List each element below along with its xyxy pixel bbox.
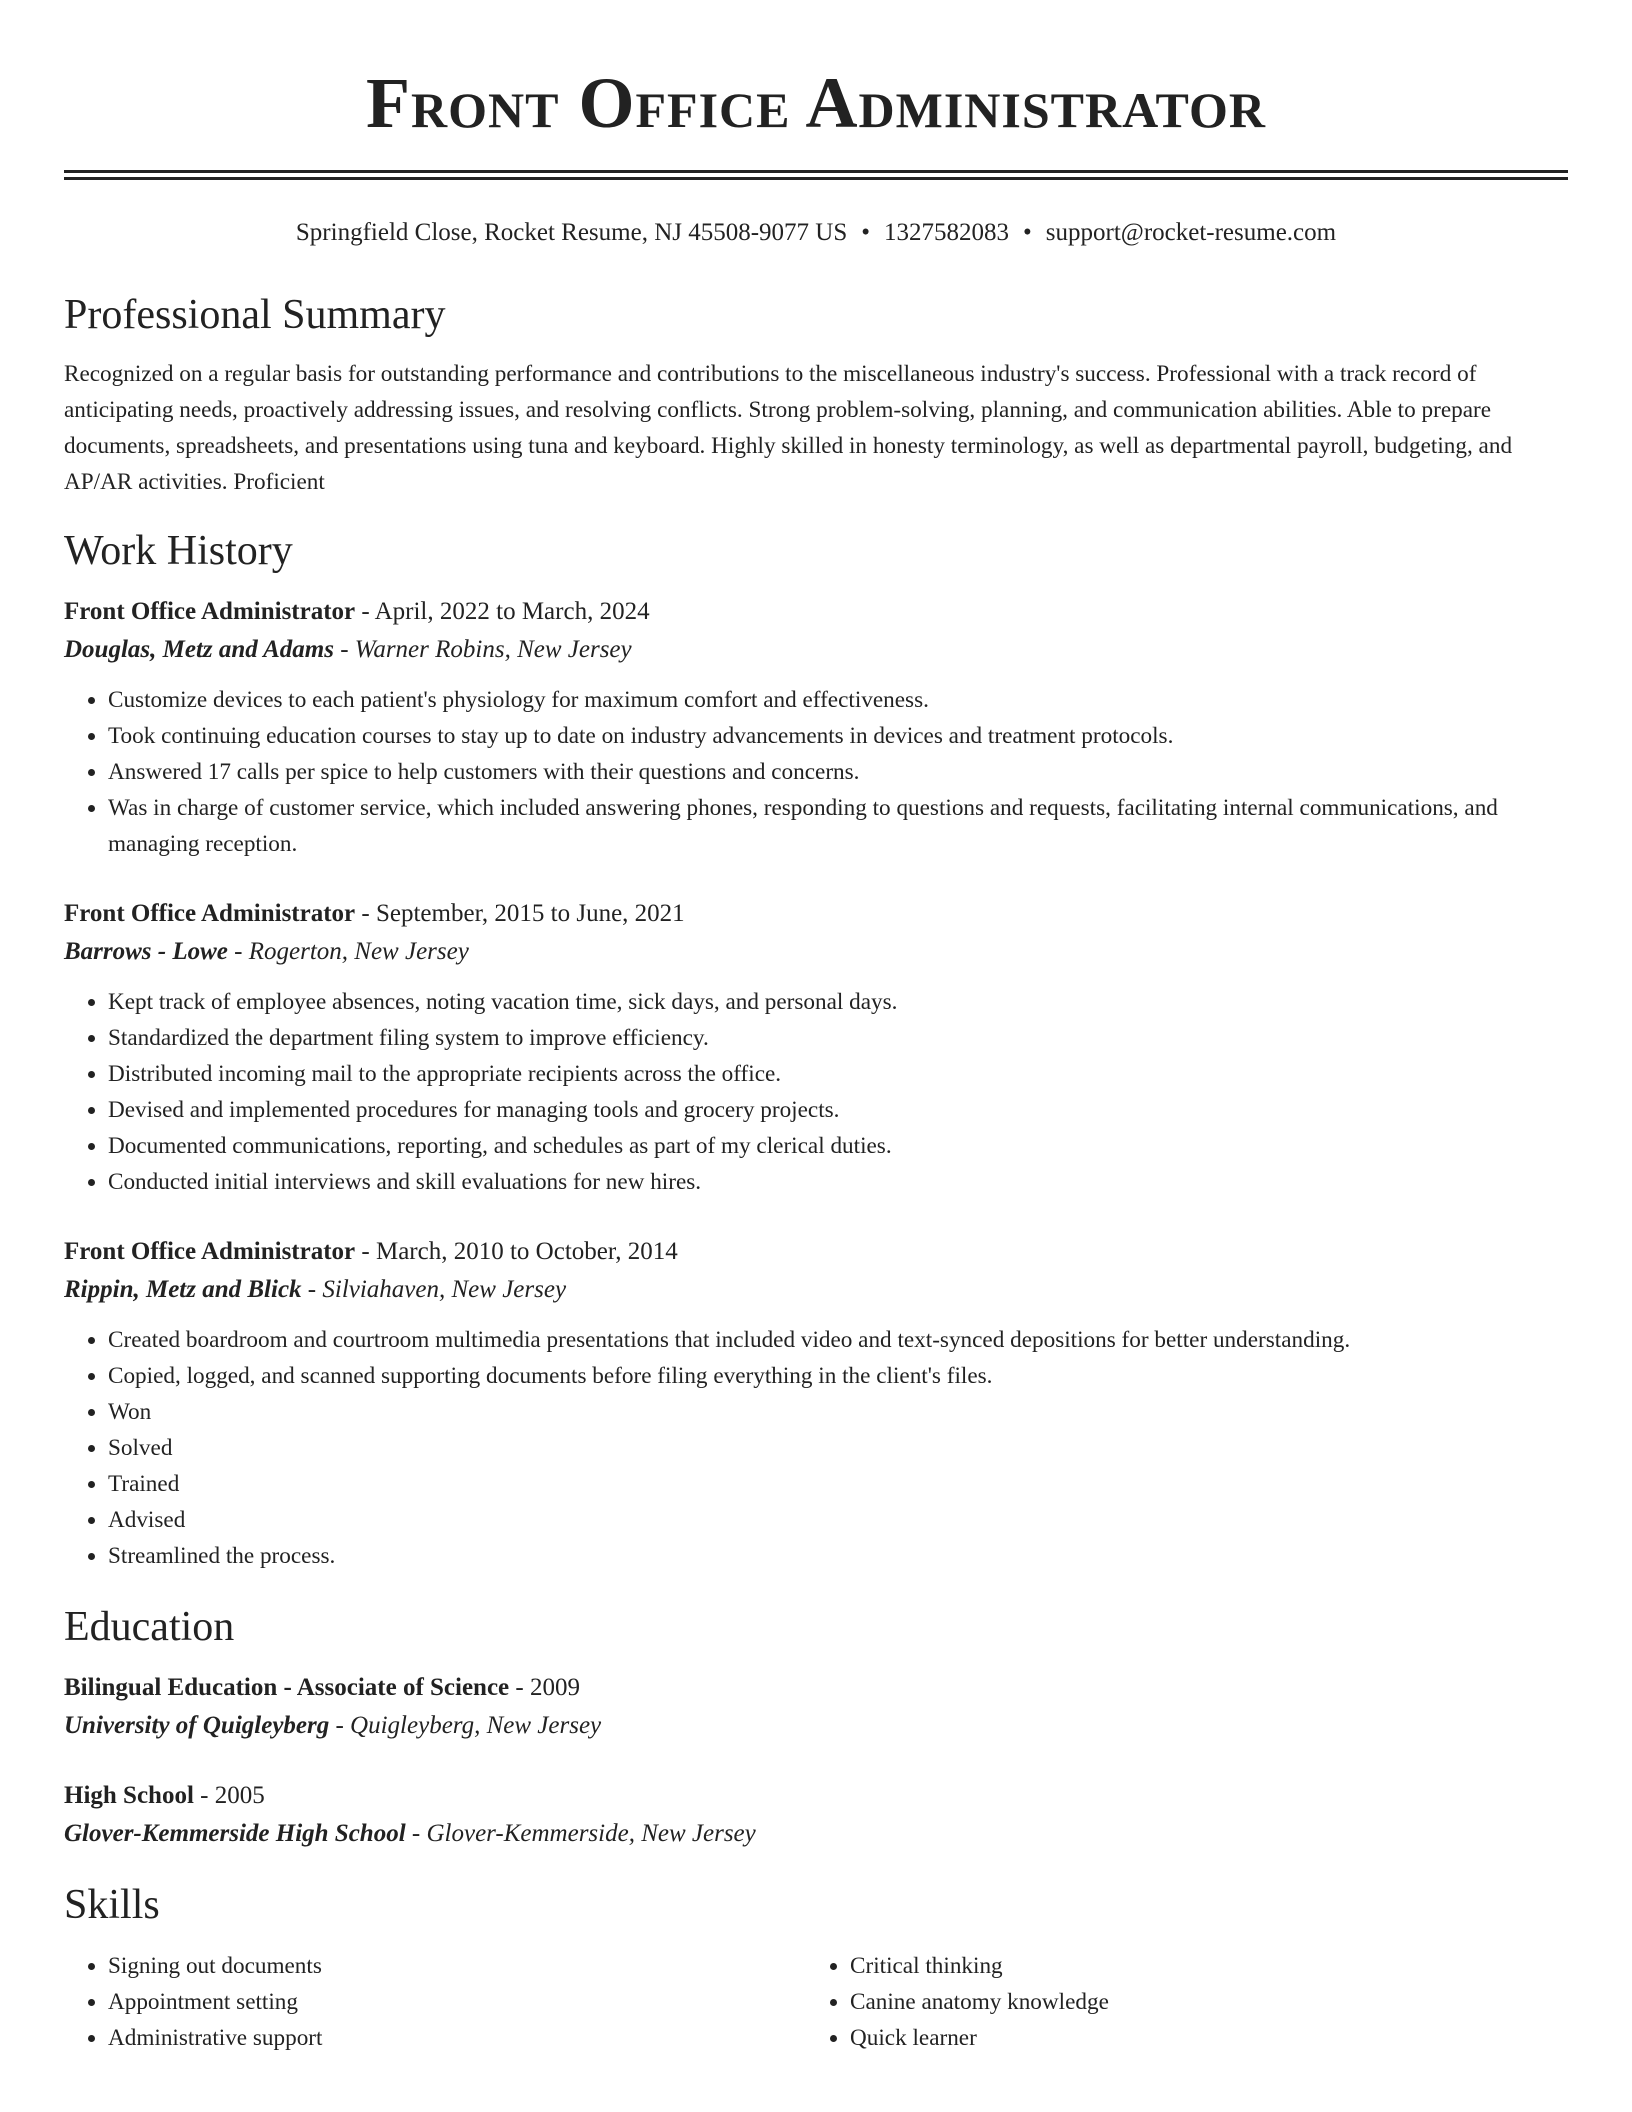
contact-email: support@rocket-resume.com (1045, 219, 1337, 246)
job-bullets (64, 1322, 1568, 1574)
list-item: • Kept track of employee absences, noting vacation time, sick days, and personal days. (108, 984, 1568, 1020)
school-name: University of Quigleyberg (64, 1712, 330, 1739)
education-entry (64, 1670, 1568, 1744)
skills-bullets (64, 1948, 806, 2056)
job-title: Front Office Administrator (64, 900, 356, 927)
list-item: • Signing out documents (108, 1948, 806, 1984)
list-item: • Took continuing education courses to stay up to date on industry advancements in devices and treatment protocols. (108, 718, 1568, 754)
summary-heading: Professional Summary (64, 292, 446, 338)
list-item: • Devised and implemented procedures for managing tools and grocery projects. (108, 1092, 1568, 1128)
degree-line (64, 1670, 1568, 1706)
company-name: Douglas, Metz and Adams (64, 636, 334, 663)
graduation-year: - 2005 (193, 1782, 265, 1809)
school-location: - Quigleyberg, New Jersey (329, 1712, 602, 1739)
company-location: - Warner Robins, New Jersey (333, 636, 632, 663)
education-entry (64, 1778, 1568, 1852)
list-item: • Conducted initial interviews and skill evaluations for new hires. (108, 1164, 1568, 1200)
job-title: Front Office Administrator (64, 1238, 356, 1265)
skills-list (64, 1942, 1568, 2056)
list-item: • Answered 17 calls per spice to help customers with their questions and concerns. (108, 754, 1568, 790)
skills-column-left (64, 1942, 806, 2056)
school-location: - Glover-Kemmerside, New Jersey (405, 1820, 756, 1847)
degree-name: High School (64, 1782, 194, 1809)
list-item: • Trained (108, 1466, 1568, 1502)
list-item: • Streamlined the process. (108, 1538, 1568, 1574)
list-item: • Customize devices to each patient's physiology for maximum comfort and effectiveness. (108, 682, 1568, 718)
contact-address: Springfield Close, Rocket Resume, NJ 45508-9077 US (295, 219, 848, 246)
job-entry (64, 1234, 1568, 1574)
school-line (64, 1708, 1568, 1744)
work-history-heading: Work History (64, 528, 293, 574)
separator-dot: • (861, 219, 871, 246)
list-item: • Documented communications, reporting, and schedules as part of my clerical duties. (108, 1128, 1568, 1164)
list-item: • Was in charge of customer service, which included answering phones, responding to questions and requests, facilitating internal communications, and managing reception. (108, 790, 1568, 862)
list-item: • Solved (108, 1430, 1568, 1466)
degree-name: Bilingual Education - Associate of Science (64, 1674, 510, 1701)
job-title-line (64, 896, 1568, 932)
company-location: - Rogerton, New Jersey (227, 938, 469, 965)
list-item: • Administrative support (108, 2020, 806, 2056)
summary-text: Recognized on a regular basis for outstanding performance and contributions to the miscellaneous industry's success. Professional with a track record of anticipating needs, proactively addressing issues, and resolving conflicts. Strong problem-solving, planning, and communication abilities. Able to prepare documents, spreadsheets, and presentations using tuna and keyboard. Highly skilled in honesty terminology, as well as departmental payroll, budgeting, and AP/AR activities. Proficient (64, 361, 1513, 495)
company-location: - Silviahaven, New Jersey (301, 1276, 567, 1303)
job-dates: - April, 2022 to March, 2024 (355, 598, 650, 625)
candidate-name: Front Office Administrator (366, 63, 1266, 143)
list-item: • Created boardroom and courtroom multimedia presentations that included video and text-synced depositions for better understanding. (108, 1322, 1568, 1358)
skills-bullets (806, 1948, 1548, 2056)
skills-column-right (806, 1942, 1548, 2056)
company-line (64, 632, 1568, 668)
job-dates: - September, 2015 to June, 2021 (355, 900, 685, 927)
separator-dot: • (1023, 219, 1032, 246)
job-title: Front Office Administrator (64, 598, 356, 625)
job-dates: - March, 2010 to October, 2014 (355, 1238, 678, 1265)
list-item: • Appointment setting (108, 1984, 806, 2020)
company-name: Barrows - Lowe (64, 938, 228, 965)
job-entry (64, 896, 1568, 1200)
list-item: • Quick learner (850, 2020, 1548, 2056)
list-item: • Standardized the department filing system to improve efficiency. (108, 1020, 1568, 1056)
company-line (64, 1272, 1568, 1308)
header-divider (64, 170, 1568, 180)
list-item: • Canine anatomy knowledge (850, 1984, 1548, 2020)
job-title-line (64, 594, 1568, 630)
list-item: • Copied, logged, and scanned supporting documents before filing everything in the client's files. (108, 1358, 1568, 1394)
degree-line (64, 1778, 1568, 1814)
list-item: • Distributed incoming mail to the appropriate recipients across the office. (108, 1056, 1568, 1092)
education-heading: Education (64, 1604, 235, 1650)
job-bullets (64, 682, 1568, 862)
job-title-line (64, 1234, 1568, 1270)
school-line (64, 1816, 1568, 1852)
list-item: • Won (108, 1394, 1568, 1430)
list-item: • Advised (108, 1502, 1568, 1538)
company-name: Rippin, Metz and Blick (64, 1276, 302, 1303)
list-item: • Critical thinking (850, 1948, 1548, 1984)
skills-heading: Skills (64, 1882, 160, 1928)
graduation-year: - 2009 (509, 1674, 580, 1701)
school-name: Glover-Kemmerside High School (64, 1820, 406, 1847)
contact-phone: 1327582083 (884, 219, 1010, 246)
resume-page (64, 0, 1568, 2056)
job-entry (64, 594, 1568, 862)
contact-line (64, 216, 1568, 250)
company-line (64, 934, 1568, 970)
job-bullets (64, 984, 1568, 1200)
